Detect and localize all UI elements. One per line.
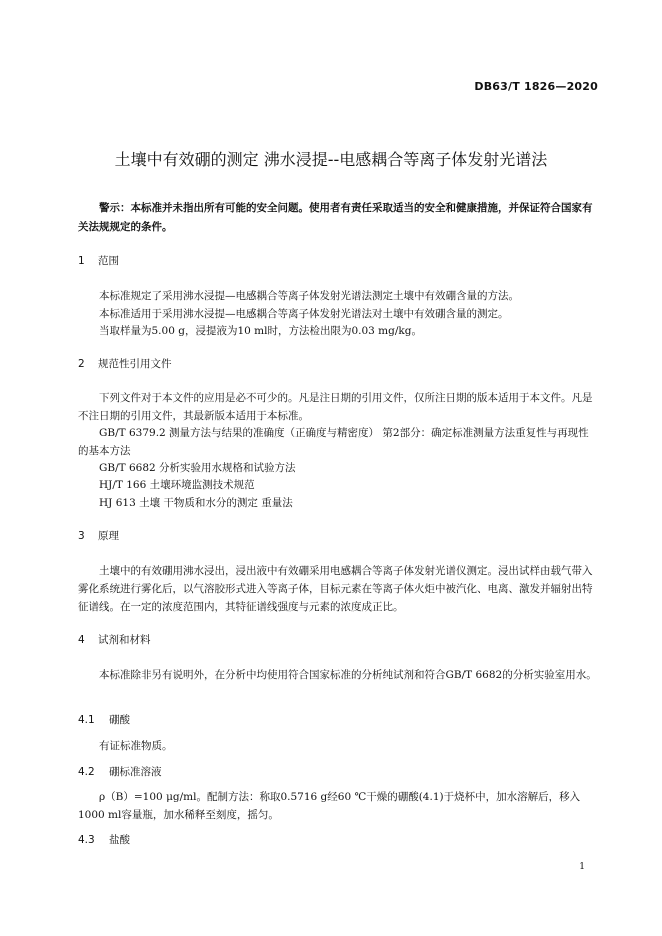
section-number: 2 bbox=[78, 358, 85, 370]
scope-paragraph-3: 当取样量为5.00 g，浸提液为10 ml时，方法检出限为0.03 mg/kg。 bbox=[99, 325, 422, 337]
subsection-title: 硼标准溶液 bbox=[109, 766, 162, 778]
section-number: 3 bbox=[78, 530, 85, 542]
subsection-number: 4.2 bbox=[78, 766, 95, 778]
section-title: 原理 bbox=[98, 530, 119, 542]
subsection-title: 硼酸 bbox=[109, 714, 130, 726]
section-heading-normative-references bbox=[78, 356, 172, 371]
section-heading-principle bbox=[78, 528, 119, 543]
reference-item: GB/T 6682 分析实验用水规格和试验方法 bbox=[99, 462, 296, 474]
page-number: 1 bbox=[579, 862, 585, 872]
section-title: 试剂和材料 bbox=[98, 634, 151, 646]
section-heading-reagents bbox=[78, 632, 151, 647]
boric-acid-paragraph: 有证标准物质。 bbox=[99, 740, 173, 752]
warning-notice: 警示：本标准并未指出所有可能的安全问题。使用者有责任采取适当的安全和健康措施，并保证符合国家有关法规规定的条件。 bbox=[78, 202, 593, 233]
document-title: 土壤中有效硼的测定 沸水浸提--电感耦合等离子体发射光谱法 bbox=[114, 150, 548, 169]
reagents-paragraph: 本标准除非另有说明外，在分析中均使用符合国家标准的分析纯试剂和符合GB/T 6682的分析实验室用水。 bbox=[99, 669, 597, 681]
reference-item: HJ/T 166 土壤环境监测技术规范 bbox=[99, 479, 255, 491]
references-intro: 下列文件对于本文件的应用是必不可少的。凡是注日期的引用文件，仅所注日期的版本适用于本文件。凡是不注日期的引用文件，其最新版本适用于本标准。 bbox=[78, 392, 593, 422]
section-number: 1 bbox=[78, 255, 85, 267]
section-number: 4 bbox=[78, 634, 85, 646]
standard-number: DB63/T 1826—2020 bbox=[474, 80, 598, 93]
subsection-title: 盐酸 bbox=[109, 834, 130, 846]
subsection-heading-boric-acid bbox=[78, 712, 130, 727]
scope-paragraph-2: 本标准适用于采用沸水浸提—电感耦合等离子体发射光谱法对土壤中有效硼含量的测定。 bbox=[99, 308, 509, 320]
principle-paragraph: 土壤中的有效硼用沸水浸出，浸出液中有效硼采用电感耦合等离子体发射光谱仪测定。浸出试样由载气带入雾化系统进行雾化后，以气溶胶形式进入等离子体，目标元素在等离子体火炬中被汽化、电离、激发并辐射出特征谱线。在一定的浓度范围内，其特征谱线强度与元素的浓度成正比。 bbox=[78, 565, 593, 613]
subsection-heading-hydrochloric-acid bbox=[78, 832, 130, 847]
reference-item: HJ 613 土壤 干物质和水分的测定 重量法 bbox=[99, 497, 293, 509]
boron-standard-paragraph: ρ（B）=100 μg/ml。配制方法：称取0.5716 g经60 ℃干燥的硼酸(4.1)于烧杯中，加水溶解后，移入1000 ml容量瓶，加水稀释至刻度，摇匀。 bbox=[78, 791, 581, 821]
section-title: 范围 bbox=[98, 255, 119, 267]
scope-paragraph-1: 本标准规定了采用沸水浸提—电感耦合等离子体发射光谱法测定土壤中有效硼含量的方法。 bbox=[99, 290, 519, 302]
subsection-heading-boron-standard bbox=[78, 764, 162, 779]
section-heading-scope bbox=[78, 253, 119, 268]
subsection-number: 4.3 bbox=[78, 834, 95, 846]
reference-item: GB/T 6379.2 测量方法与结果的准确度（正确度与精密度） 第2部分：确定标准测量方法重复性与再现性的基本方法 bbox=[78, 427, 589, 457]
subsection-number: 4.1 bbox=[78, 714, 95, 726]
section-title: 规范性引用文件 bbox=[98, 358, 172, 370]
